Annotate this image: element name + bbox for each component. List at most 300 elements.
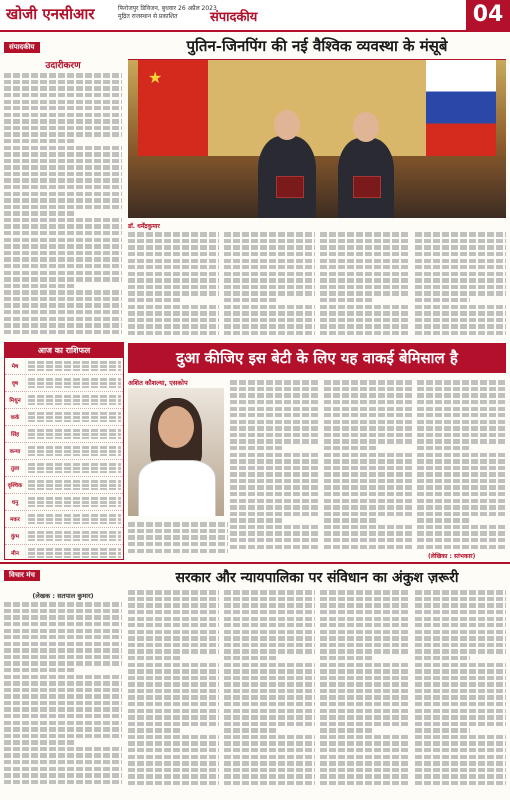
text-line <box>417 453 506 457</box>
text-line <box>415 630 506 634</box>
text-line <box>324 400 413 404</box>
text-line <box>28 365 121 368</box>
rashi-row <box>5 494 123 511</box>
text-line <box>324 426 413 430</box>
text-line <box>230 453 319 457</box>
text-line <box>324 545 413 549</box>
text-line <box>324 446 377 450</box>
rashi-name: मेष <box>5 358 26 374</box>
text-line <box>4 185 122 189</box>
text-line <box>320 656 374 660</box>
rashi-row <box>5 358 123 375</box>
text-line <box>28 552 121 555</box>
text-column <box>415 230 506 337</box>
rashi-row <box>5 511 123 528</box>
text-line <box>224 298 278 302</box>
text-line <box>417 479 506 483</box>
text-line <box>224 656 278 660</box>
text-line <box>128 630 219 634</box>
text-line <box>4 727 122 731</box>
text-line <box>415 272 506 276</box>
text-line <box>128 728 182 732</box>
text-line <box>417 439 506 443</box>
text-line <box>4 93 122 97</box>
text-column <box>224 588 315 788</box>
second-author: अशित कौशल्या, एसकोप <box>128 379 188 387</box>
text-line <box>224 695 315 699</box>
text-line <box>417 433 506 437</box>
text-line <box>230 518 283 522</box>
text-line <box>320 728 374 732</box>
rashifal-list <box>5 358 123 560</box>
text-line <box>415 305 506 309</box>
text-line <box>224 774 315 778</box>
china-flag <box>138 60 208 156</box>
text-line <box>4 224 122 228</box>
rashi-text <box>26 392 123 408</box>
text-line <box>320 590 411 594</box>
text-line <box>320 748 411 752</box>
text-line <box>224 649 315 653</box>
rashi-name: कर्क <box>5 409 26 425</box>
text-column <box>415 588 506 788</box>
text-line <box>224 735 315 739</box>
text-line <box>128 331 219 335</box>
text-line <box>320 649 411 653</box>
page-number: 04 <box>466 0 510 30</box>
text-line <box>224 630 315 634</box>
text-line <box>4 264 122 268</box>
text-column <box>224 230 315 337</box>
text-line <box>4 257 122 261</box>
text-line <box>224 285 315 289</box>
text-line <box>415 285 506 289</box>
text-line <box>230 479 319 483</box>
rashi-text <box>26 426 123 442</box>
text-line <box>224 324 315 328</box>
text-line <box>224 676 315 680</box>
text-line <box>415 715 506 719</box>
text-line <box>128 741 219 745</box>
text-line <box>415 682 506 686</box>
text-line <box>320 669 411 673</box>
text-line <box>224 245 315 249</box>
text-line <box>28 535 121 538</box>
text-line <box>224 603 315 607</box>
text-line <box>4 192 122 196</box>
bottom-columns <box>128 588 506 788</box>
text-line <box>128 529 228 533</box>
rashi-text <box>26 358 123 374</box>
text-line <box>415 649 506 653</box>
text-line <box>415 617 506 621</box>
text-line <box>4 622 122 626</box>
text-line <box>224 768 315 772</box>
text-line <box>128 781 219 785</box>
text-line <box>324 433 413 437</box>
text-line <box>417 485 506 489</box>
text-line <box>417 492 506 496</box>
text-line <box>28 488 121 491</box>
text-line <box>128 755 219 759</box>
text-line <box>320 689 411 693</box>
text-line <box>128 272 219 276</box>
text-line <box>415 324 506 328</box>
text-line <box>230 466 319 470</box>
text-line <box>28 539 121 542</box>
text-line <box>4 681 122 685</box>
bottom-headline: सरकार और न्यायपालिका पर संविधान का अंकुश ज़रूरी <box>175 570 459 586</box>
text-line <box>417 407 506 411</box>
text-line <box>4 734 122 738</box>
text-line <box>417 531 506 535</box>
text-line <box>224 265 315 269</box>
text-line <box>4 100 122 104</box>
text-line <box>28 429 121 432</box>
text-line <box>4 668 75 672</box>
text-line <box>4 113 122 117</box>
text-line <box>324 531 413 535</box>
text-line <box>4 271 122 275</box>
text-line <box>417 393 506 397</box>
text-line <box>415 636 506 640</box>
rashi-row <box>5 392 123 409</box>
text-line <box>28 505 121 508</box>
text-line <box>4 165 122 169</box>
document-folder <box>353 176 381 198</box>
text-line <box>415 676 506 680</box>
text-line <box>4 159 122 163</box>
text-line <box>417 545 506 549</box>
text-line <box>28 480 121 483</box>
text-line <box>415 291 506 295</box>
text-line <box>230 433 319 437</box>
text-line <box>28 501 121 504</box>
text-line <box>224 781 315 785</box>
text-line <box>28 433 121 436</box>
bottom-left-column <box>4 586 122 796</box>
text-column <box>128 230 219 337</box>
text-line <box>417 400 506 404</box>
text-line <box>320 265 411 269</box>
text-line <box>4 218 122 222</box>
text-line <box>224 259 315 263</box>
leader-head <box>353 112 379 142</box>
text-line <box>415 331 506 335</box>
newspaper-brand: खोजी एनसीआर <box>6 5 95 23</box>
editorial-tag: संपादकीय <box>4 42 40 53</box>
second-article-lead <box>128 520 228 560</box>
text-line <box>224 663 315 667</box>
text-line <box>128 239 219 243</box>
text-line <box>128 610 219 614</box>
text-line <box>230 538 319 542</box>
text-line <box>324 538 413 542</box>
text-line <box>324 459 413 463</box>
text-line <box>324 466 413 470</box>
text-line <box>320 610 411 614</box>
text-line <box>4 284 75 288</box>
text-line <box>4 277 122 281</box>
text-line <box>415 669 506 673</box>
text-line <box>224 590 315 594</box>
date-line: फिरोजपुर डिविजन, बुधवार 26 अप्रैल 2023 <box>118 5 217 12</box>
text-line <box>4 615 122 619</box>
text-line <box>28 399 121 402</box>
main-headline: पुतिन-जिनपिंग की नई वैश्विक व्यवस्था के मंसूबे <box>128 36 506 60</box>
text-line <box>4 178 122 182</box>
text-line <box>320 318 411 322</box>
rashi-row <box>5 528 123 545</box>
text-line <box>28 412 121 415</box>
text-line <box>4 297 122 301</box>
text-line <box>324 512 413 516</box>
text-line <box>4 211 75 215</box>
text-line <box>224 239 315 243</box>
rashi-text <box>26 375 123 391</box>
sub-line: मुद्रित राजस्थान से प्रकाशित <box>118 13 178 20</box>
text-line <box>224 331 315 335</box>
section-divider <box>0 562 510 564</box>
text-line <box>28 463 121 466</box>
rashi-name: धनु <box>5 494 26 510</box>
text-line <box>28 497 121 500</box>
text-line <box>28 531 121 534</box>
text-line <box>28 471 121 474</box>
rashi-row <box>5 460 123 477</box>
text-line <box>128 669 219 673</box>
text-line <box>4 231 122 235</box>
text-line <box>4 106 122 110</box>
text-line <box>320 278 411 282</box>
text-line <box>224 761 315 765</box>
text-line <box>415 245 506 249</box>
text-line <box>128 324 219 328</box>
text-line <box>320 774 411 778</box>
text-line <box>128 676 219 680</box>
text-line <box>417 525 506 529</box>
text-line <box>324 439 413 443</box>
text-line <box>230 525 319 529</box>
text-line <box>324 492 413 496</box>
text-line <box>417 518 470 522</box>
text-line <box>324 499 413 503</box>
editorial-text <box>4 73 122 334</box>
rashi-name: वृष <box>5 375 26 391</box>
text-line <box>4 675 122 679</box>
text-line <box>230 512 319 516</box>
editorial-heading: उदारीकरण <box>45 61 81 71</box>
text-line <box>128 722 219 726</box>
text-line <box>324 485 413 489</box>
text-line <box>417 426 506 430</box>
rashi-text <box>26 545 123 560</box>
text-line <box>128 318 219 322</box>
text-line <box>320 663 411 667</box>
text-line <box>415 603 506 607</box>
text-line <box>4 244 122 248</box>
text-line <box>128 311 219 315</box>
text-line <box>224 272 315 276</box>
text-line <box>415 643 506 647</box>
text-line <box>320 245 411 249</box>
text-line <box>4 635 122 639</box>
text-line <box>320 709 411 713</box>
text-line <box>324 518 377 522</box>
document-folder <box>276 176 304 198</box>
text-line <box>28 382 121 385</box>
text-line <box>320 722 411 726</box>
text-line <box>28 522 121 525</box>
text-line <box>4 198 122 202</box>
text-line <box>415 298 469 302</box>
text-line <box>28 403 121 406</box>
text-line <box>4 767 122 771</box>
text-line <box>4 688 122 692</box>
text-line <box>320 597 411 601</box>
text-column <box>128 588 219 788</box>
text-line <box>128 774 219 778</box>
text-line <box>415 755 506 759</box>
rashi-name: सिंह <box>5 426 26 442</box>
text-line <box>128 549 228 553</box>
text-line <box>128 252 219 256</box>
rashi-text <box>26 477 123 493</box>
rashi-row <box>5 426 123 443</box>
text-line <box>4 251 122 255</box>
text-line <box>128 617 219 621</box>
text-line <box>28 518 121 521</box>
text-line <box>4 701 122 705</box>
text-line <box>230 407 319 411</box>
portrait-shirt <box>138 460 216 516</box>
text-line <box>4 310 122 314</box>
text-line <box>230 505 319 509</box>
text-line <box>4 73 122 77</box>
text-line <box>230 426 319 430</box>
text-line <box>128 735 219 739</box>
text-line <box>415 252 506 256</box>
text-line <box>415 232 506 236</box>
text-line <box>324 453 413 457</box>
bottom-tag: विचार मंच <box>4 570 40 581</box>
text-line <box>415 689 506 693</box>
text-line <box>324 380 413 384</box>
text-line <box>417 505 506 509</box>
text-line <box>4 707 122 711</box>
russia-flag <box>426 60 496 156</box>
main-article-columns <box>128 230 506 337</box>
text-line <box>224 610 315 614</box>
text-line <box>320 324 411 328</box>
text-line <box>224 311 315 315</box>
text-line <box>230 459 319 463</box>
dateline <box>118 5 217 21</box>
text-line <box>230 387 319 391</box>
text-line <box>230 413 319 417</box>
text-line <box>417 380 506 384</box>
text-line <box>230 531 319 535</box>
text-line <box>128 597 219 601</box>
text-line <box>128 522 228 526</box>
text-line <box>4 773 122 777</box>
text-line <box>4 152 122 156</box>
rashi-row <box>5 443 123 460</box>
text-line <box>415 663 506 667</box>
text-line <box>320 735 411 739</box>
bottom-subhead: (लेखक : सतपाल कुमार) <box>32 592 94 600</box>
rashi-name: मीन <box>5 545 26 560</box>
masthead <box>0 0 510 32</box>
text-line <box>230 485 319 489</box>
text-line <box>320 702 411 706</box>
text-line <box>128 285 219 289</box>
text-line <box>324 505 413 509</box>
text-line <box>128 298 182 302</box>
text-line <box>415 709 506 713</box>
text-line <box>415 748 506 752</box>
second-headline: दुआ कीजिए इस बेटी के लिए यह वाकई बेमिसाल है <box>128 343 506 373</box>
text-line <box>4 642 122 646</box>
text-line <box>320 682 411 686</box>
text-line <box>4 119 122 123</box>
text-line <box>4 760 122 764</box>
text-line <box>320 630 411 634</box>
text-line <box>128 656 182 660</box>
rashi-row <box>5 477 123 494</box>
text-line <box>224 702 315 706</box>
text-line <box>224 636 315 640</box>
text-line <box>320 305 411 309</box>
text-line <box>415 781 506 785</box>
text-line <box>320 761 411 765</box>
rashi-text <box>26 409 123 425</box>
text-line <box>417 499 506 503</box>
text-line <box>4 747 122 751</box>
text-column <box>320 588 411 788</box>
text-line <box>4 126 122 130</box>
text-line <box>128 768 219 772</box>
text-line <box>224 278 315 282</box>
text-line <box>128 643 219 647</box>
text-line <box>415 656 469 660</box>
text-line <box>224 623 315 627</box>
section-title: संपादकीय <box>210 10 258 25</box>
text-line <box>320 741 411 745</box>
text-line <box>415 610 506 614</box>
portrait-photo <box>128 388 224 516</box>
text-line <box>320 272 411 276</box>
text-line <box>4 694 122 698</box>
text-line <box>320 643 411 647</box>
text-line <box>28 467 121 470</box>
second-article-body <box>230 378 506 558</box>
text-line <box>128 265 219 269</box>
rashi-text <box>26 443 123 459</box>
text-line <box>4 780 122 784</box>
text-line <box>320 755 411 759</box>
text-line <box>4 648 122 652</box>
editorial-column <box>4 34 122 339</box>
text-line <box>415 623 506 627</box>
text-line <box>4 238 122 242</box>
text-line <box>28 378 121 381</box>
rashi-text <box>26 511 123 527</box>
text-line <box>224 715 315 719</box>
text-line <box>230 499 319 503</box>
text-line <box>4 80 122 84</box>
leader-head <box>274 110 300 140</box>
